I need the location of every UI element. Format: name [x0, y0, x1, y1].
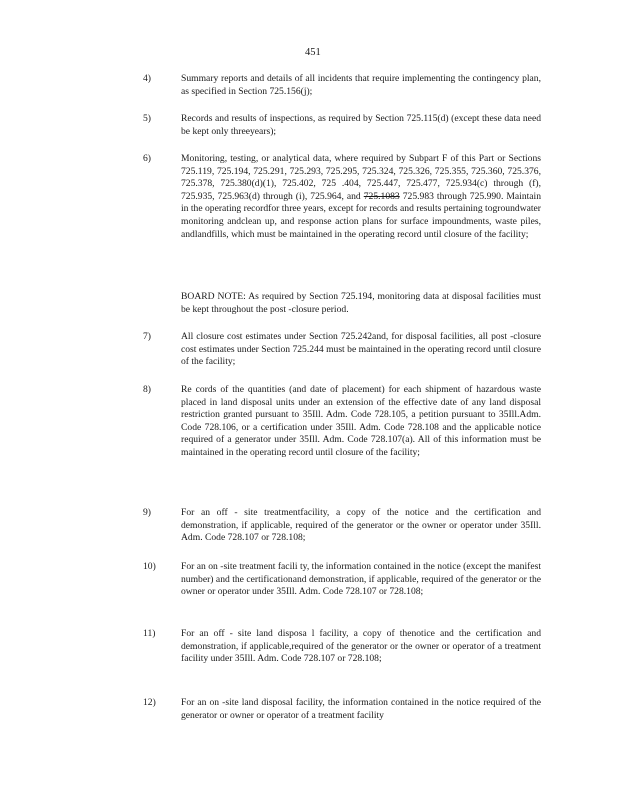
- item-number: 10): [143, 561, 156, 572]
- page-number: 451: [305, 47, 321, 58]
- board-note: BOARD NOTE: As required by Section 725.194, monitoring data at disposal facilities must be kept throughout the post -closure period.: [181, 291, 541, 315]
- item-number: 4): [143, 73, 151, 84]
- item-number: 7): [143, 331, 151, 342]
- item-number: 11): [143, 628, 156, 639]
- item-number: 6): [143, 153, 151, 164]
- item-number: 9): [143, 507, 151, 518]
- item-text: Records and results of inspections, as required by Section 725.115(d) (except these data need be kept only threeyears);: [181, 113, 541, 137]
- item-text-part-b: 725.983 through 725.990. Maintain in the operating recordfor three years, except for records and results pertaining togroundwater monitoring andclean up, and response action plans for surface impoundments, waste piles, andlandfills, which must be maintained in the operating record until closure of the facility;: [181, 190, 541, 240]
- item-text: Summary reports and details of all incidents that require implementing the contingency plan, as specified in Section 725.156(j);: [181, 73, 541, 97]
- item-text-part-a: Monitoring, testing, or analytical data, where required by Subpart F of this Part or Sections 725.119, 725.194, 725.291, 725.293, 725.295, 725.324, 725.326, 725.355, 725.360, 725.376, 725.378, 725.380(d)(1), 725.402, 725 .404, 725.447, 725.477, 725.934(c) through (f), 725.935, 725.963(d) through (i), 725.964, and: [181, 153, 541, 202]
- struck-text: 725.1083: [363, 190, 400, 202]
- item-number: 5): [143, 113, 151, 124]
- item-text: For an on -site treatment facili ty, the information contained in the notice (except the manifest number) and the certificationand demonstration, if applicable, required of the generator or the owner or operator under 35Ill. Adm. Code 728.107 or 728.108;: [181, 561, 541, 598]
- item-text: For an off - site land disposa l facility, a copy of thenotice and the certification and demonstration, if applicable,required of the generator or the owner or operator of a treatment facility under 35Ill. Adm. Code 728.107 or 728.108;: [181, 628, 541, 665]
- item-text: Re cords of the quantities (and date of placement) for each shipment of hazardous waste placed in land disposal units under an extension of the effective date of any land disposal restriction granted pursuant to 35Ill. Adm. Code 728.105, a petition pursuant to 35Ill.Adm. Code 728.106, or a certification under 35Ill. Adm. Code 728.108 and the applicable notice required of a generator under 35Ill. Adm. Code 728.107(a). All of this information must be maintained in the operating record until closure of the facility;: [181, 384, 541, 458]
- item-text: [181, 153, 541, 241]
- item-text: All closure cost estimates under Section 725.242and, for disposal facilities, all post -closure cost estimates under Section 725.244 must be maintained in the operating record until closure of the facility;: [181, 331, 541, 368]
- item-text: For an off - site treatmentfacility, a copy of the notice and the certification and demonstration, if applicable, required of the generator or the owner or operator under 35Ill. Adm. Code 728.107 or 728.108;: [181, 507, 541, 544]
- item-text: For an on -site land disposal facility, the information contained in the notice required of the generator or owner or operator of a treatment facility: [181, 697, 541, 721]
- item-number: 12): [143, 697, 156, 708]
- item-number: 8): [143, 384, 151, 395]
